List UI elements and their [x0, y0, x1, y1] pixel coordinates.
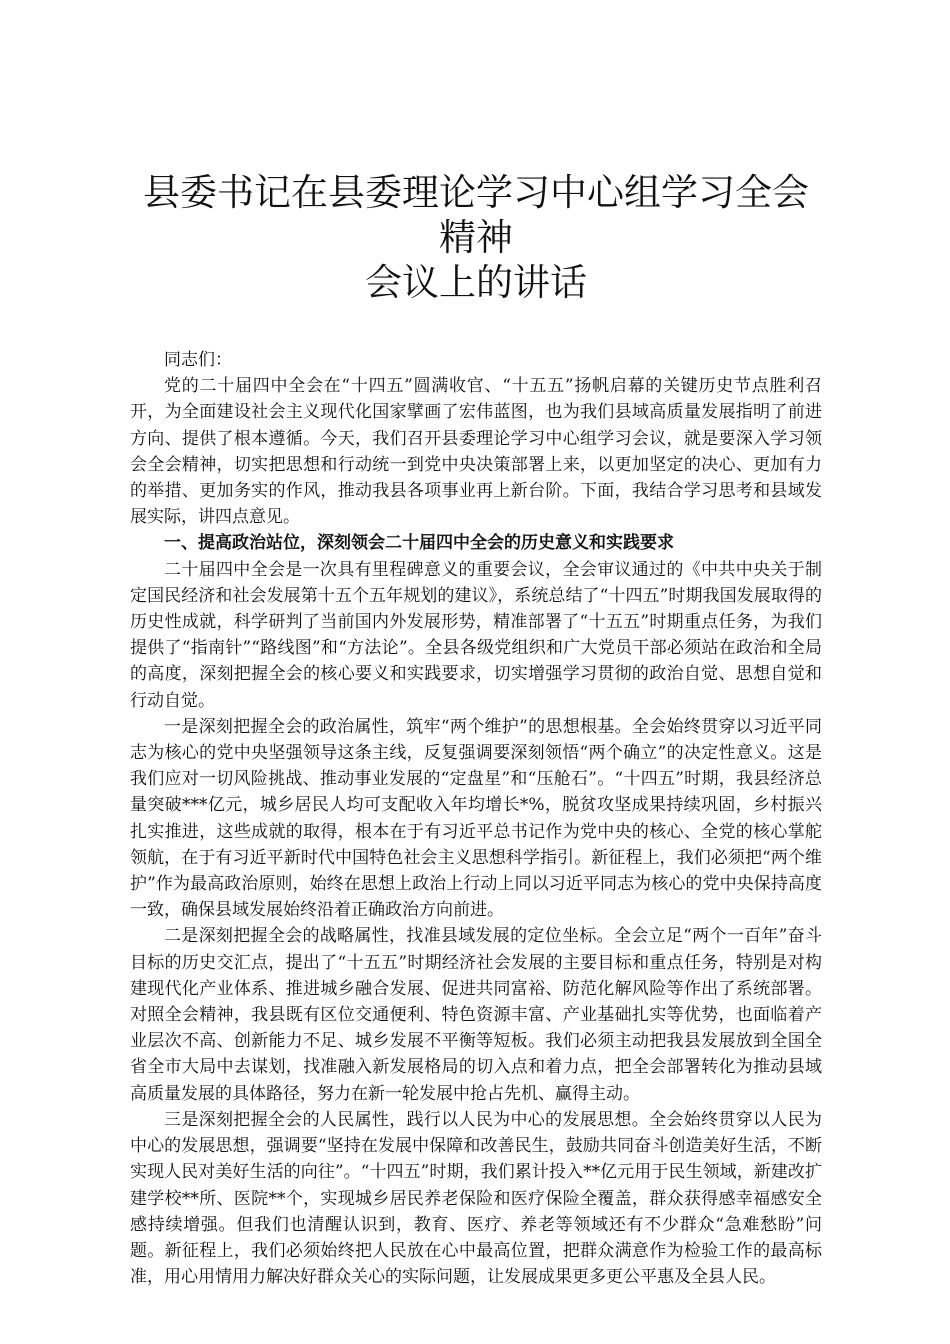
salutation: 同志们：: [164, 350, 232, 370]
point-2-paragraph: 二是深刻把握全会的战略属性，找准县域发展的定位坐标。全会立足“两个一百年”奋斗目标的历史交汇点，提出了“十五五”时期经济社会发展的主要目标和重点任务，特别是对构建现代化产业体系、推进城乡融合发展、促进共同富裕、防范化解风险等作出了系统部署。对照全会精神，我县既有区位交通便利、特色资源丰富、产业基础扎实等优势，也面临着产业层次不高、创新能力不足、城乡发展不平衡等短板。我们必须主动把我县发展放到全国全省全市大局中去谋划，找准融入新发展格局的切入点和着力点，把全会部署转化为推动县域高质量发展的具体路径，努力在新一轮发展中抢占先机、赢得主动。: [130, 926, 822, 1104]
section-heading-1: 一、提高政治站位，深刻领会二十届四中全会的历史意义和实践要求: [164, 533, 674, 554]
point-1-paragraph: 一是深刻把握全会的政治属性，筑牢“两个维护”的思想根基。全会始终贯穿以习近平同志为核心的党中央坚强领导这条主线，反复强调要深刻领悟“两个确立”的决定性意义。这是我们应对一切风险挑战、推动事业发展的“定盘星”和“压舱石”。“十四五”时期，我县经济总量突破***亿元，城乡居民人均可支配收入年均增长*%，脱贫攻坚成果持续巩固，乡村振兴扎实推进，这些成就的取得，根本在于有习近平总书记作为党中央的核心、全党的核心掌舵领航，在于有习近平新时代中国特色社会主义思想科学指引。新征程上，我们必须把“两个维护”作为最高政治原则，始终在思想上政治上行动上同以习近平同志为核心的党中央保持高度一致，确保县域发展始终沿着正确政治方向前进。: [130, 716, 822, 921]
title-line-1: 县委书记在县委理论学习中心组学习全会精神: [143, 171, 809, 259]
section-1-paragraph: 二十届四中全会是一次具有里程碑意义的重要会议，全会审议通过的《中共中央关于制定国民经济和社会发展第十五个五年规划的建议》，系统总结了“十四五”时期我国发展取得的历史性成就，科学研判了当前国内外发展形势，精准部署了“十五五”时期重点任务，为我们提供了“指南针”“路线图”和“方法论”。全县各级党组织和广大党员干部必须站在政治和全局的高度，深刻把握全会的核心要义和实践要求，切实增强学习贯彻的政治自觉、思想自觉和行动自觉。: [130, 559, 822, 711]
document-body: [130, 347, 822, 1290]
point-3-paragraph: 三是深刻把握全会的人民属性，践行以人民为中心的发展思想。全会始终贯穿以人民为中心的发展思想，强调要“坚持在发展中保障和改善民生，鼓励共同奋斗创造美好生活，不断实现人民对美好生活的向往”。“十四五”时期，我们累计投入**亿元用于民生领域，新建改扩建学校**所、医院**个，实现城乡居民养老保险和医疗保险全覆盖，群众获得感幸福感安全感持续增强。但我们也清醒认识到，教育、医疗、养老等领域还有不少群众“急难愁盼”问题。新征程上，我们必须始终把人民放在心中最高位置，把群众满意作为检验工作的最高标准，用心用情用力解决好群众关心的实际问题，让发展成果更多更公平惠及全县人民。: [130, 1109, 822, 1288]
intro-paragraph: 党的二十届四中全会在“十四五”圆满收官、“十五五”扬帆启幕的关键历史节点胜利召开，为全面建设社会主义现代化国家擘画了宏伟蓝图，也为我们县域高质量发展指明了前进方向、提供了根本遵循。今天，我们召开县委理论学习中心组学习会议，就是要深入学习领会全会精神，切实把思想和行动统一到党中央决策部署上来，以更加坚定的决心、更加有力的举措、更加务实的作风，推动我县各项事业再上新台阶。下面，我结合学习思考和县域发展实际，讲四点意见。: [130, 376, 822, 528]
document-title: [130, 170, 822, 305]
title-line-2: 会议上的讲话: [365, 261, 587, 304]
document-page: [130, 170, 822, 1290]
